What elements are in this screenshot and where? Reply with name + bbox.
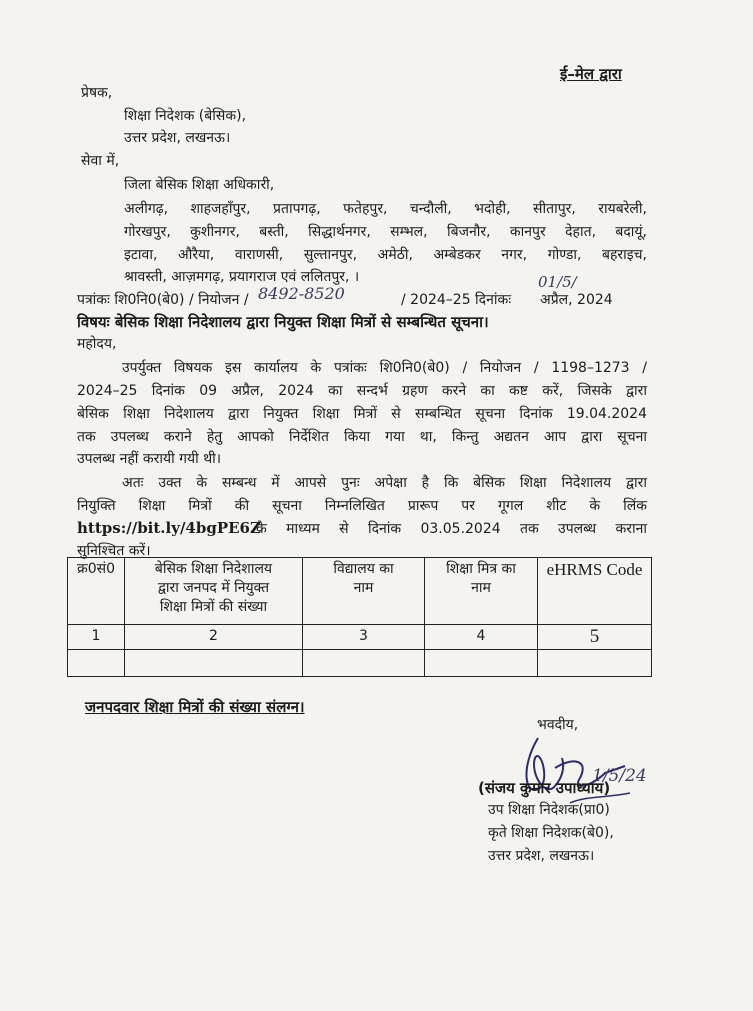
signature-date: 1/5/24 (592, 766, 647, 786)
enclosure-note: जनपदवार शिक्षा मित्रों की संख्या संलग्न। (85, 698, 305, 716)
column-number: 4 (425, 625, 538, 650)
subject-line: विषयः बेसिक शिक्षा निदेशालय द्वारा नियुक्त शिक्षा मित्रों से सम्बन्धित सूचना। (77, 313, 489, 331)
para2-line1: अतः उक्त के सम्बन्ध में आपसे पुनः अपेक्षा है कि बेसिक शिक्षा निदेशालय द्वारा (122, 475, 647, 491)
para1-line: बेसिक शिक्षा निदेशालय द्वारा नियुक्त शिक्षा मित्रों से सम्बन्धित सूचना दिनांक 19.04.2024 (77, 406, 647, 422)
para2-line4: सुनिश्चित करें। (77, 543, 151, 559)
column-number: 3 (303, 625, 425, 650)
district-line: इटावा, औरैया, वाराणसी, सुल्तानपुर, अमेठी, अम्बेडकर नगर, गोण्डा, बहराइच, (124, 247, 647, 263)
reference-prefix: पत्रांकः शि0नि0(बे0) / नियोजन / (77, 292, 249, 308)
table-row (68, 625, 652, 650)
table-cell (125, 650, 303, 677)
google-sheet-link[interactable]: https://bit.ly/4bgPE6Z (77, 519, 261, 537)
para2-line3: के माध्यम से दिनांक 03.05.2024 तक उपलब्ध कराना (256, 521, 647, 537)
para2-line2: नियुक्ति शिक्षा मित्रों की सूचना निम्नलिखित प्रारूप पर गूगल शीट के लिंक (77, 498, 647, 514)
column-number: 2 (125, 625, 303, 650)
table-cell (538, 650, 652, 677)
column-number: 1 (68, 625, 125, 650)
sender-label: प्रेषक, (81, 85, 113, 101)
recipient-line1: जिला बेसिक शिक्षा अधिकारी, (124, 177, 275, 193)
column-number: 5 (538, 625, 652, 650)
para1-line: 2024–25 दिनांक 09 अप्रैल, 2024 का सन्दर्भ ग्रहण करने का कष्ट करें, जिसके द्वारा (77, 383, 647, 399)
recipient-label: सेवा में, (81, 153, 120, 169)
district-line: गोरखपुर, कुशीनगर, बस्ती, सिद्धार्थनगर, सम्भल, बिजनौर, कानपुर देहात, बदायूं, (124, 224, 647, 240)
signatory-designation1: उप शिक्षा निदेशक(प्रा0) (488, 802, 610, 818)
reference-year: / 2024–25 दिनांकः (401, 292, 512, 308)
table-cell (425, 650, 538, 677)
closing: भवदीय, (537, 717, 579, 733)
header-school-name: विद्यालय का नाम (303, 558, 425, 625)
table-row (68, 650, 652, 677)
header-serial: क्र0सं0 (68, 558, 125, 625)
signatory-designation3: उत्तर प्रदेश, लखनऊ। (488, 848, 595, 864)
table-header-row (68, 558, 652, 625)
handwritten-reference-number: 8492-8520 (258, 284, 345, 303)
district-line: अलीगढ़, शाहजहाँपुर, प्रतापगढ़, फतेहपुर, चन्दौली, भदोही, सीतापुर, रायबरेली, (124, 201, 647, 217)
table-cell (303, 650, 425, 677)
sender-line1: शिक्षा निदेशक (बेसिक), (124, 108, 247, 124)
reference-month-year: अप्रैल, 2024 (540, 292, 613, 308)
para1-line: उपर्युक्त विषयक इस कार्यालय के पत्रांकः शि0नि0(बे0) / नियोजन / 1198–1273 / (122, 360, 647, 376)
para1-line: तक उपलब्ध कराने हेतु आपको निर्देशित किया गया था, किन्तु अद्यतन आप द्वारा सूचना (77, 429, 647, 445)
sender-line2: उत्तर प्रदेश, लखनऊ। (124, 130, 231, 146)
handwritten-reference-date: 01/5/ (538, 273, 577, 291)
header-ehrms-code: eHRMS Code (538, 558, 652, 625)
district-line: श्रावस्ती, आज़मगढ़, प्रयागराज एवं ललितपुर, । (124, 269, 360, 285)
header-sanctioned-count: बेसिक शिक्षा निदेशालय द्वारा जनपद में नियुक्त शिक्षा मित्रों की संख्या (125, 558, 303, 625)
info-format-table (67, 557, 652, 677)
table-cell (68, 650, 125, 677)
para1-line: उपलब्ध नहीं करायी गयी थी। (77, 451, 222, 467)
salutation: महोदय, (77, 336, 117, 352)
header-shiksha-mitra-name: शिक्षा मित्र का नाम (425, 558, 538, 625)
signatory-designation2: कृते शिक्षा निदेशक(बे0), (488, 825, 614, 841)
dispatch-mode: ई–मेल द्वारा (560, 65, 622, 83)
signatory-name: (संजय कुमार उपाध्याय) (478, 779, 611, 797)
